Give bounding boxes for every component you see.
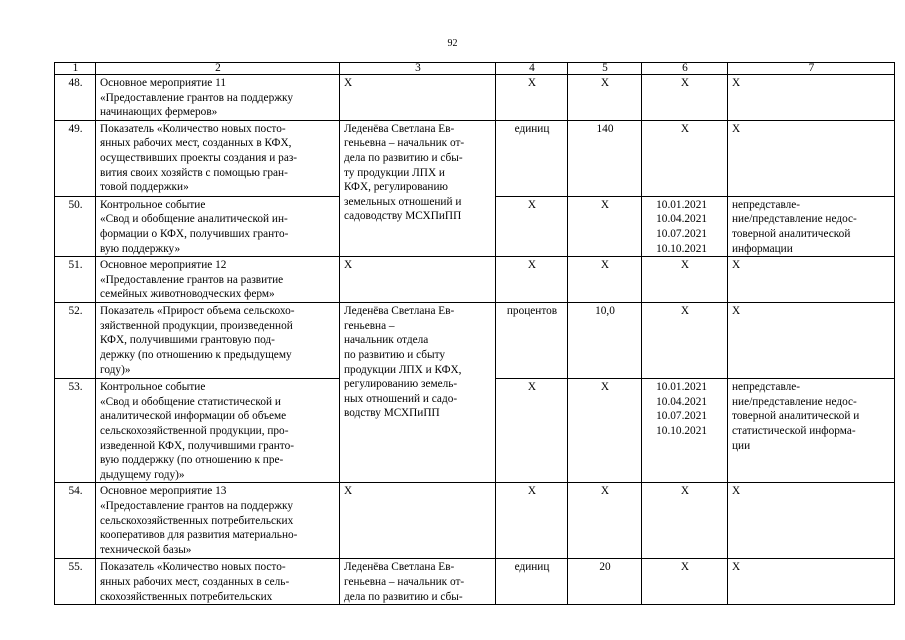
responsible-person-line: земельных отношений и xyxy=(344,195,462,208)
target-value: Х xyxy=(568,483,642,559)
control-dates-line: 10.07.2021 xyxy=(656,227,707,240)
event-description-line: изведенной КФХ, получившими гранто- xyxy=(100,439,294,452)
unit-of-measure: Х xyxy=(496,379,568,483)
column-header-7: 7 xyxy=(728,63,895,75)
unit-of-measure: единиц xyxy=(496,120,568,196)
column-header-2: 2 xyxy=(96,63,340,75)
event-description-line: КФХ, получившими грантовую под- xyxy=(100,334,275,347)
control-dates xyxy=(642,379,728,483)
column-header-5: 5 xyxy=(568,63,642,75)
column-header-1: 1 xyxy=(55,63,96,75)
event-description-line: «Свод и обобщение статистической и xyxy=(100,395,281,408)
responsible-person-line: ту продукции ЛПХ и xyxy=(344,166,445,179)
target-value: Х xyxy=(568,75,642,121)
event-description-line: сельскохозяйственных потребительских xyxy=(100,514,294,527)
event-description-line: товой поддержки» xyxy=(100,181,189,194)
control-dates-line: 10.10.2021 xyxy=(656,242,707,255)
row-number: 52. xyxy=(55,303,96,379)
unit-of-measure: Х xyxy=(496,257,568,303)
target-value: 10,0 xyxy=(568,303,642,379)
control-dates-line: 10.10.2021 xyxy=(656,424,707,437)
responsible-person-line: геньевна – начальник от- xyxy=(344,137,465,150)
control-dates-line: Х xyxy=(680,259,690,272)
target-value: 20 xyxy=(568,559,642,605)
responsible-person-line: Леденёва Светлана Ев- xyxy=(344,561,455,574)
column-number-row xyxy=(55,63,895,75)
table-row xyxy=(55,303,895,379)
control-dates-line: 10.04.2021 xyxy=(656,213,707,226)
responsible-person-line: продукции ЛПХ и КФХ, xyxy=(344,363,462,376)
event-description-line: Основное мероприятие 12 xyxy=(100,259,227,272)
control-dates-line: Х xyxy=(680,485,690,498)
plan-table xyxy=(54,62,895,605)
event-description xyxy=(96,559,340,605)
event-description-line: аналитической информации об объеме xyxy=(100,410,287,423)
risk-note-line: товерной аналитической и xyxy=(732,410,860,423)
control-dates-line: Х xyxy=(680,77,690,89)
responsible-person-line: геньевна – начальник от- xyxy=(344,575,465,588)
control-dates-line: 10.01.2021 xyxy=(656,381,707,394)
risk-note xyxy=(728,483,895,559)
responsible-person-line: Леденёва Светлана Ев- xyxy=(344,122,455,135)
responsible-person-line: дела по развитию и сбы- xyxy=(344,151,463,164)
unit-of-measure: Х xyxy=(496,75,568,121)
table-row xyxy=(55,483,895,559)
responsible-person-line: Х xyxy=(344,485,353,498)
target-value: Х xyxy=(568,379,642,483)
unit-of-measure: Х xyxy=(496,196,568,256)
risk-note-line: Х xyxy=(732,259,741,272)
risk-note-line: информации xyxy=(732,242,793,255)
event-description xyxy=(96,379,340,483)
event-description xyxy=(96,483,340,559)
event-description-line: технической базы» xyxy=(100,543,192,556)
event-description-line: Основное мероприятие 11 xyxy=(100,77,226,89)
event-description-line: янных рабочих мест, созданных в КФХ, xyxy=(100,137,292,150)
event-description-line: скохозяйственных потребительских xyxy=(100,590,273,603)
row-number: 53. xyxy=(55,379,96,483)
event-description-line: году)» xyxy=(100,363,131,376)
target-value: Х xyxy=(568,257,642,303)
table-row xyxy=(55,257,895,303)
control-dates xyxy=(642,559,728,605)
unit-of-measure: процентов xyxy=(496,303,568,379)
event-description-line: дыдущему году)» xyxy=(100,468,185,481)
event-description-line: Показатель «Прирост объема сельскохо- xyxy=(100,305,295,318)
event-description xyxy=(96,120,340,196)
target-value: Х xyxy=(568,196,642,256)
risk-note xyxy=(728,120,895,196)
unit-of-measure: Х xyxy=(496,483,568,559)
row-number: 48. xyxy=(55,75,96,121)
responsible-person-line: КФХ, регулированию xyxy=(344,181,448,194)
event-description-line: Показатель «Количество новых посто- xyxy=(100,561,286,574)
risk-note-line: Х xyxy=(732,561,741,574)
event-description-line: «Предоставление грантов на поддержку xyxy=(100,91,293,104)
responsible-person-line: Леденёва Светлана Ев- xyxy=(344,305,455,318)
row-number: 54. xyxy=(55,483,96,559)
event-description-line: держку (по отношению к предыдущему xyxy=(100,348,292,361)
responsible-person-line: садоводству МСХПиПП xyxy=(344,210,462,223)
responsible-person-line: геньевна – xyxy=(344,319,395,332)
risk-note xyxy=(728,75,895,121)
event-description-line: кооперативов для развития материально- xyxy=(100,529,298,542)
row-number: 50. xyxy=(55,196,96,256)
event-description-line: «Предоставление грантов на развитие xyxy=(100,273,284,286)
column-header-4: 4 xyxy=(496,63,568,75)
responsible-person-line: начальник отдела xyxy=(344,334,429,347)
event-description-line: янных рабочих мест, созданных в сель- xyxy=(100,575,290,588)
event-description-line: сельскохозяйственной продукции, про- xyxy=(100,424,289,437)
risk-note-line: статистической информа- xyxy=(732,424,856,437)
control-dates-line: Х xyxy=(680,305,690,318)
responsible-person-line: регулированию земель- xyxy=(344,378,458,391)
control-dates-line: Х xyxy=(680,122,690,135)
risk-note-line: Х xyxy=(732,77,741,89)
risk-note-line: Х xyxy=(732,122,741,135)
event-description-line: осуществивших проекты создания и раз- xyxy=(100,151,298,164)
responsible-person xyxy=(340,483,496,559)
event-description-line: «Предоставление грантов на поддержку xyxy=(100,499,293,512)
responsible-person-line: дела по развитию и сбы- xyxy=(344,590,463,603)
event-description-line: Контрольное событие xyxy=(100,198,206,211)
row-number: 51. xyxy=(55,257,96,303)
table-row xyxy=(55,559,895,605)
risk-note xyxy=(728,303,895,379)
responsible-person-line: по развитию и сбыту xyxy=(344,348,446,361)
event-description-line: формации о КФХ, получивших гранто- xyxy=(100,227,289,240)
responsible-person xyxy=(340,559,496,605)
risk-note-line: товерной аналитической xyxy=(732,227,851,240)
event-description-line: начинающих фермеров» xyxy=(100,106,218,119)
table-row xyxy=(55,75,895,121)
row-number: 49. xyxy=(55,120,96,196)
event-description xyxy=(96,257,340,303)
risk-note xyxy=(728,559,895,605)
risk-note-line: ции xyxy=(732,439,751,452)
responsible-person xyxy=(340,120,496,256)
event-description-line: вую поддержку» xyxy=(100,242,181,255)
risk-note xyxy=(728,257,895,303)
risk-note-line: ние/представление недос- xyxy=(732,395,857,408)
event-description xyxy=(96,196,340,256)
risk-note xyxy=(728,379,895,483)
page-number: 92 xyxy=(447,38,458,49)
control-dates-line: 10.07.2021 xyxy=(656,410,707,423)
risk-note-line: ние/представление недос- xyxy=(732,213,857,226)
risk-note xyxy=(728,196,895,256)
event-description-line: Основное мероприятие 13 xyxy=(100,485,227,498)
event-description-line: семейных животноводческих ферм» xyxy=(100,288,275,301)
table-body xyxy=(55,75,895,605)
event-description-line: вую поддержку (по отношению к пре- xyxy=(100,454,284,467)
control-dates xyxy=(642,196,728,256)
row-number: 55. xyxy=(55,559,96,605)
risk-note-line: Х xyxy=(732,305,741,318)
control-dates-line: 10.04.2021 xyxy=(656,395,707,408)
event-description-line: Показатель «Количество новых посто- xyxy=(100,122,286,135)
control-dates-line: Х xyxy=(680,561,690,574)
target-value: 140 xyxy=(568,120,642,196)
event-description-line: зяйственной продукции, произведенной xyxy=(100,319,293,332)
responsible-person xyxy=(340,257,496,303)
responsible-person xyxy=(340,75,496,121)
event-description-line: Контрольное событие xyxy=(100,381,206,394)
responsible-person-line: водству МСХПиПП xyxy=(344,407,440,420)
control-dates xyxy=(642,75,728,121)
risk-note-line: Х xyxy=(732,485,741,498)
control-dates xyxy=(642,257,728,303)
event-description xyxy=(96,75,340,121)
risk-note-line: непредставле- xyxy=(732,381,801,394)
control-dates-line: 10.01.2021 xyxy=(656,198,707,211)
event-description xyxy=(96,303,340,379)
column-header-6: 6 xyxy=(642,63,728,75)
column-header-3: 3 xyxy=(340,63,496,75)
event-description-line: «Свод и обобщение аналитической ин- xyxy=(100,213,288,226)
unit-of-measure: единиц xyxy=(496,559,568,605)
event-description-line: вития своих хозяйств с помощью гран- xyxy=(100,166,288,179)
control-dates xyxy=(642,483,728,559)
control-dates xyxy=(642,303,728,379)
responsible-person-line: ных отношений и садо- xyxy=(344,392,458,405)
responsible-person-line: Х xyxy=(344,77,353,89)
risk-note-line: непредставле- xyxy=(732,198,801,211)
table-row xyxy=(55,120,895,196)
control-dates xyxy=(642,120,728,196)
responsible-person xyxy=(340,303,496,483)
responsible-person-line: Х xyxy=(344,259,353,272)
